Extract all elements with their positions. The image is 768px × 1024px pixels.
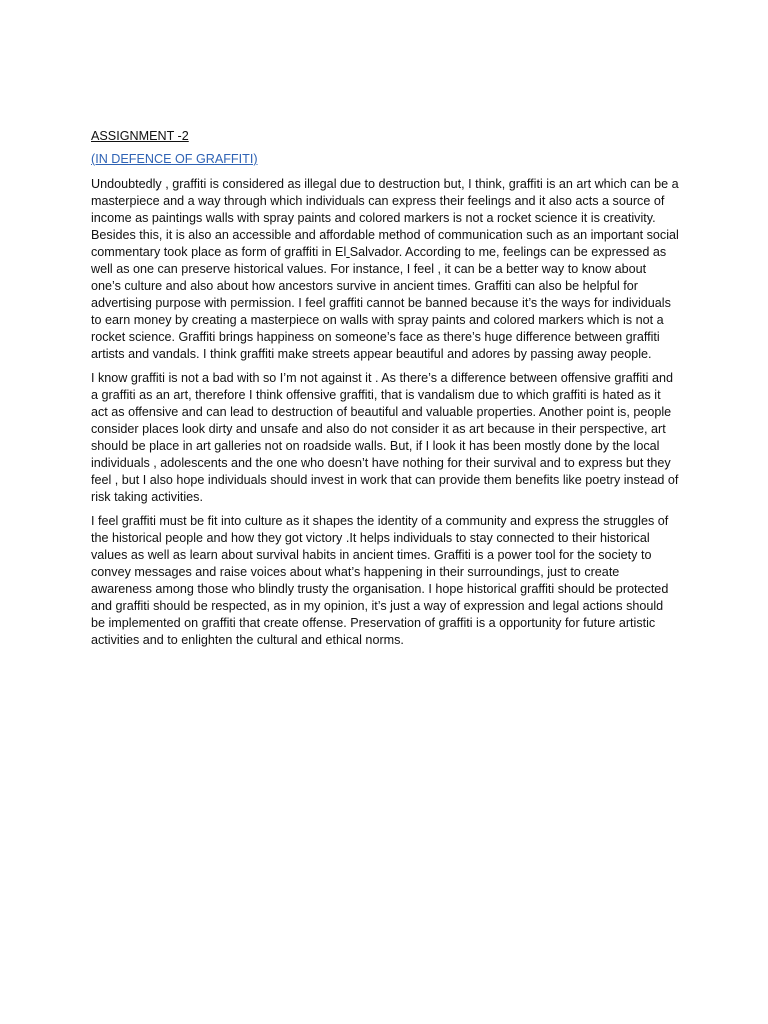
- essay-subtitle: (IN DEFENCE OF GRAFFITI): [91, 152, 258, 166]
- paragraph-3: I feel graffiti must be fit into culture as it shapes the identity of a community and express the struggles of the historical people and how they got victory .It helps individuals to stay connected to their historical values as well as learn about survival habits in ancient times. Graffiti is a power tool for the society to convey messages and raise voices about what’s happening in their surroundings, just to create awareness among those who blindly trusty the organisation. I hope historical graffiti should be protected and graffiti should be respected, as in my opinion, it’s just a way of expression and legal actions should be implemented on graffiti that create offense. Preservation of graffiti is a opportunity for future artistic activities and to enlighten the cultural and ethical norms.: [91, 514, 669, 647]
- assignment-title: ASSIGNMENT -2: [91, 129, 189, 143]
- paragraph-1-text-start: Undoubtedly , graffiti is considered as illegal due to destruction but, I think, graffiti is an art which can be a masterpiece and a way through which individuals can express their feelings and it also acts a source of income as paintings walls with spray paints and colored markers is not a rocket science it is creativity. Besides this, it is also an accessible and affordable method of communication such as an important social commentary took place as form of graffiti in El: [91, 177, 679, 259]
- document-body: [91, 128, 679, 649]
- paragraph-1: [91, 176, 679, 363]
- paragraph-2: I know graffiti is not a bad with so I’m not against it . As there’s a difference between offensive graffiti and a graffiti as an art, therefore I think offensive graffiti, that is vandalism due to which graffiti is hated as it act as offensive and can lead to destruction of beautiful and valuable properties. Another point is, people consider places look dirty and unsafe and also do not consider it as art because in their perspective, art should be place in art galleries not on roadside walls. But, if I look it has been mostly done by the local individuals , adolescents and the one who doesn’t have nothing for their survival and to express but they feel , but I also hope individuals should invest in work that can provide them benefits like poetry instead of risk taking activities.: [91, 371, 679, 504]
- paragraph-1-text-end: Salvador. According to me, feelings can be expressed as well as one can preserve historical values. For instance, I feel , it can be a better way to know about one’s culture and also about how ancestors survive in ancient times. Graffiti can also be helpful for advertising purpose with permission. I feel graffiti cannot be banned because it’s the ways for individuals to earn money by creating a masterpiece on walls with spray paints and colored markers which is not a rocket science. Graffiti brings happiness on someone’s face as there’s huge difference between graffiti artists and vandals. I think graffiti make streets appear beautiful and adores by passing away people.: [91, 245, 671, 361]
